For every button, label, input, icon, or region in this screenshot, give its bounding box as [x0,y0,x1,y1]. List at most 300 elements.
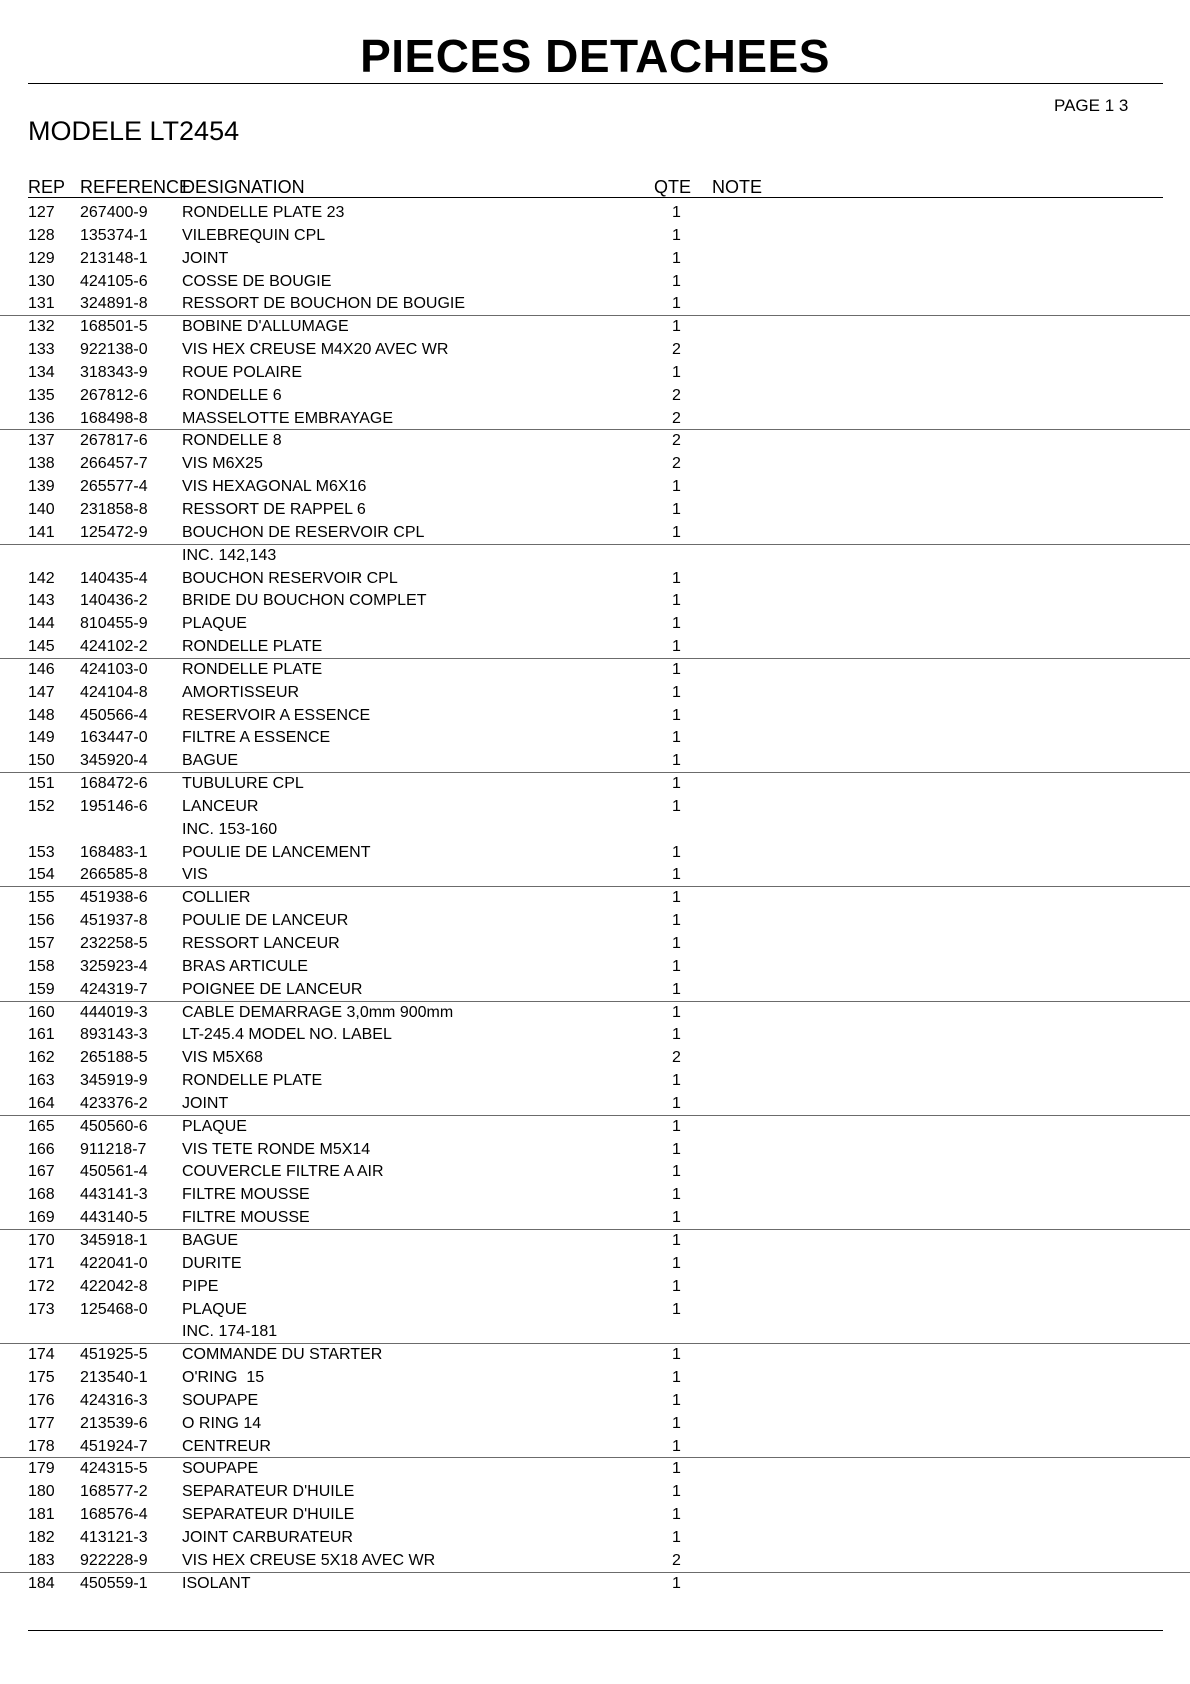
cell-reference: 444019-3 [80,1003,148,1021]
cell-rep: 128 [28,226,55,244]
cell-reference: 893143-3 [80,1026,148,1044]
cell-designation: BRAS ARTICULE [182,957,308,975]
cell-qte: 1 [672,1140,681,1158]
cell-qte: 1 [672,683,681,701]
cell-qte: 2 [672,409,681,427]
cell-qte: 1 [672,592,681,610]
cell-designation: O RING 14 [182,1414,262,1432]
header-divider [28,197,1163,198]
cell-designation: FILTRE A ESSENCE [182,729,331,747]
cell-designation: CENTREUR [182,1437,271,1455]
cell-reference: 810455-9 [80,615,148,633]
table-row [0,1093,1190,1116]
table-row [0,315,1190,339]
table-row [0,476,1190,499]
cell-qte: 1 [672,797,681,815]
table-row [0,1343,1190,1367]
table-row [0,1207,1190,1230]
cell-reference: 422042-8 [80,1277,148,1295]
cell-reference: 422041-0 [80,1254,148,1272]
table-row [0,339,1190,362]
cell-qte: 1 [672,729,681,747]
cell-rep: 182 [28,1528,55,1546]
cell-rep: 157 [28,935,55,952]
cell-qte: 1 [672,1391,681,1409]
cell-reference: 413121-3 [80,1528,148,1546]
cell-reference: 232258-5 [80,935,148,952]
cell-designation: RONDELLE 8 [182,432,282,450]
cell-rep: 161 [28,1026,55,1044]
cell-designation: RESERVOIR A ESSENCE [182,706,371,724]
cell-rep: 172 [28,1277,55,1295]
cell-reference: 424105-6 [80,272,148,290]
cell-designation: DURITE [182,1254,242,1272]
cell-qte: 1 [672,1003,681,1021]
cell-rep: 168 [28,1186,55,1204]
cell-reference: 922138-0 [80,341,148,359]
cell-designation: SEPARATEUR D'HUILE [182,1506,355,1524]
cell-designation: INC. 174-181 [182,1323,278,1341]
cell-rep: 142 [28,569,55,587]
cell-reference: 424104-8 [80,683,148,701]
table-row [0,682,1190,705]
cell-rep: 184 [28,1574,55,1592]
cell-rep: 129 [28,249,55,267]
cell-reference: 266585-8 [80,866,148,884]
cell-designation: LANCEUR [182,797,259,815]
table-row [0,1070,1190,1093]
cell-reference: 213539-6 [80,1414,148,1432]
cell-rep: 140 [28,500,55,518]
cell-rep: 135 [28,386,55,404]
cell-designation: RESSORT LANCEUR [182,935,340,952]
cell-designation: BRIDE DU BOUCHON COMPLET [182,592,427,610]
cell-reference: 213540-1 [80,1369,148,1387]
cell-qte: 1 [672,1231,681,1249]
cell-designation: JOINT CARBURATEUR [182,1528,353,1546]
cell-qte: 1 [672,1094,681,1112]
cell-qte: 1 [672,1117,681,1135]
cell-designation: VIS M5X68 [182,1049,263,1067]
cell-rep: 155 [28,889,55,907]
cell-qte: 1 [672,660,681,678]
table-row [0,796,1190,819]
cell-rep: 176 [28,1391,55,1409]
cell-reference: 345920-4 [80,752,148,770]
table-row [0,1253,1190,1276]
cell-qte: 1 [672,226,681,244]
cell-reference: 125472-9 [80,523,148,541]
cell-reference: 922228-9 [80,1551,148,1569]
cell-reference: 325923-4 [80,957,148,975]
cell-designation: PLAQUE [182,1300,247,1318]
cell-qte: 1 [672,1026,681,1044]
cell-rep: 171 [28,1254,55,1272]
cell-rep: 138 [28,455,55,473]
cell-reference: 140435-4 [80,569,148,587]
table-row [0,819,1190,842]
cell-designation: COMMANDE DU STARTER [182,1346,383,1364]
footer-divider [28,1630,1163,1631]
cell-rep: 141 [28,523,55,541]
column-header-note: NOTE [712,177,763,197]
cell-qte: 1 [672,1437,681,1455]
cell-designation: O'RING 15 [182,1369,265,1387]
cell-rep: 160 [28,1003,55,1021]
cell-rep: 178 [28,1437,55,1455]
table-row [0,1504,1190,1527]
table-row [0,772,1190,796]
table-row [0,1024,1190,1047]
cell-designation: INC. 153-160 [182,820,278,838]
cell-reference: 168577-2 [80,1483,148,1501]
table-row [0,636,1190,659]
cell-rep: 143 [28,592,55,610]
column-header-reference: REFERENCE [80,177,192,197]
cell-reference: 424315-5 [80,1460,148,1478]
table-row [0,658,1190,682]
cell-rep: 158 [28,957,55,975]
cell-reference: 213148-1 [80,249,148,267]
table-row [0,1481,1190,1504]
cell-designation: MASSELOTTE EMBRAYAGE [182,409,394,427]
cell-reference: 911218-7 [80,1140,147,1158]
column-header-qte: QTE [654,177,692,197]
cell-reference: 451924-7 [80,1437,148,1455]
cell-rep: 132 [28,318,55,336]
cell-reference: 267817-6 [80,432,148,450]
cell-qte: 1 [672,706,681,724]
cell-rep: 152 [28,797,55,815]
cell-rep: 136 [28,409,55,427]
cell-qte: 1 [672,204,681,221]
table-row [0,979,1190,1002]
cell-designation: COLLIER [182,889,251,907]
table-row [0,1436,1190,1459]
cell-rep: 173 [28,1300,55,1318]
cell-rep: 159 [28,980,55,998]
cell-qte: 1 [672,957,681,975]
cell-designation: BOUCHON DE RESERVOIR CPL [182,523,425,541]
cell-qte: 1 [672,500,681,518]
cell-rep: 127 [28,204,55,221]
cell-designation: LT-245.4 MODEL NO. LABEL [182,1026,392,1044]
cell-designation: RESSORT DE BOUCHON DE BOUGIE [182,295,466,313]
cell-rep: 154 [28,866,55,884]
cell-reference: 195146-6 [80,797,148,815]
cell-qte: 1 [672,295,681,313]
cell-rep: 139 [28,478,55,496]
cell-designation: BAGUE [182,1231,239,1249]
cell-rep: 145 [28,638,55,656]
cell-qte: 1 [672,912,681,930]
table-row [0,1367,1190,1390]
column-header-designation: DESIGNATION [182,177,305,197]
cell-designation: VILEBREQUIN CPL [182,226,326,244]
cell-reference: 168576-4 [80,1506,148,1524]
cell-qte: 1 [672,523,681,541]
table-row [0,453,1190,476]
cell-designation: PLAQUE [182,1117,247,1135]
table-row [0,1001,1190,1025]
cell-designation: RONDELLE PLATE [182,638,323,656]
table-row [0,886,1190,910]
cell-designation: RONDELLE PLATE [182,660,323,678]
cell-rep: 162 [28,1049,55,1067]
cell-reference: 450566-4 [80,706,148,724]
cell-qte: 1 [672,1346,681,1364]
cell-designation: SEPARATEUR D'HUILE [182,1483,355,1501]
table-row [0,1047,1190,1070]
cell-designation: JOINT [182,249,229,267]
table-row [0,1321,1190,1344]
table-row [0,408,1190,431]
cell-qte: 1 [672,1186,681,1204]
cell-qte: 1 [672,1163,681,1181]
cell-designation: BOBINE D'ALLUMAGE [182,318,349,336]
cell-reference: 451938-6 [80,889,148,907]
table-row [0,385,1190,408]
cell-qte: 1 [672,1414,681,1432]
cell-qte: 1 [672,249,681,267]
cell-reference: 267812-6 [80,386,148,404]
cell-qte: 1 [672,272,681,290]
table-row [0,499,1190,522]
cell-reference: 266457-7 [80,455,148,473]
table-row [0,1229,1190,1253]
cell-reference: 424316-3 [80,1391,148,1409]
cell-reference: 443141-3 [80,1186,148,1204]
cell-reference: 135374-1 [80,226,148,244]
cell-designation: RESSORT DE RAPPEL 6 [182,500,366,518]
table-row [0,590,1190,613]
cell-designation: SOUPAPE [182,1391,259,1409]
cell-reference: 451937-8 [80,912,148,930]
cell-rep: 167 [28,1163,55,1181]
cell-reference: 424102-2 [80,638,148,656]
cell-qte: 1 [672,1528,681,1546]
table-row [0,1413,1190,1436]
table-row [0,842,1190,865]
cell-rep: 179 [28,1460,55,1478]
cell-designation: VIS HEX CREUSE M4X20 AVEC WR [182,341,449,359]
cell-designation: POIGNEE DE LANCEUR [182,980,363,998]
cell-reference: 140436-2 [80,592,148,610]
cell-designation: BOUCHON RESERVOIR CPL [182,569,398,587]
cell-reference: 324891-8 [80,295,148,313]
cell-reference: 265577-4 [80,478,148,496]
cell-designation: RONDELLE PLATE [182,1072,323,1090]
cell-designation: VIS HEXAGONAL M6X16 [182,478,367,496]
cell-designation: VIS [182,866,208,884]
cell-rep: 180 [28,1483,55,1501]
cell-qte: 2 [672,432,681,450]
cell-qte: 1 [672,478,681,496]
cell-reference: 168501-5 [80,318,148,336]
cell-designation: JOINT [182,1094,229,1112]
cell-reference: 424103-0 [80,660,148,678]
cell-qte: 2 [672,386,681,404]
cell-qte: 1 [672,1369,681,1387]
table-row [0,248,1190,271]
cell-rep: 148 [28,706,55,724]
table-row [0,522,1190,545]
table-row [0,1457,1190,1481]
cell-rep: 169 [28,1209,55,1227]
cell-qte: 1 [672,1277,681,1295]
cell-designation: PLAQUE [182,615,247,633]
table-row [0,1184,1190,1207]
page-number: PAGE 1 3 [1054,96,1129,115]
cell-qte: 1 [672,318,681,336]
cell-reference: 345919-9 [80,1072,148,1090]
table-row [0,1276,1190,1299]
table-row [0,544,1190,568]
title-divider [28,83,1163,84]
cell-qte: 1 [672,866,681,884]
cell-qte: 1 [672,1072,681,1090]
cell-rep: 134 [28,363,55,381]
table-row [0,568,1190,591]
cell-rep: 146 [28,660,55,678]
cell-rep: 177 [28,1414,55,1432]
cell-rep: 164 [28,1094,55,1112]
cell-qte: 1 [672,638,681,656]
cell-rep: 183 [28,1551,55,1569]
cell-rep: 166 [28,1140,55,1158]
cell-designation: POULIE DE LANCEMENT [182,843,371,861]
cell-rep: 181 [28,1506,55,1524]
table-row [0,1139,1190,1162]
table-row [0,1115,1190,1139]
cell-reference: 424319-7 [80,980,148,998]
table-row [0,705,1190,728]
cell-designation: COUVERCLE FILTRE A AIR [182,1163,384,1181]
cell-reference: 450561-4 [80,1163,148,1181]
cell-designation: RONDELLE 6 [182,386,282,404]
cell-designation: TUBULURE CPL [182,775,304,793]
cell-qte: 1 [672,1300,681,1318]
cell-reference: 231858-8 [80,500,148,518]
cell-designation: ISOLANT [182,1574,251,1592]
cell-designation: COSSE DE BOUGIE [182,272,332,290]
table-row [0,933,1190,956]
table-row [0,362,1190,385]
cell-qte: 1 [672,935,681,952]
cell-qte: 1 [672,569,681,587]
table-row [0,293,1190,316]
column-header-rep: REP [28,177,66,197]
cell-rep: 174 [28,1346,55,1364]
cell-rep: 151 [28,775,55,793]
cell-qte: 1 [672,1506,681,1524]
cell-designation: VIS M6X25 [182,455,263,473]
parts-table [0,202,1190,1595]
table-row [0,750,1190,773]
cell-qte: 1 [672,615,681,633]
cell-rep: 144 [28,615,55,633]
table-row [0,727,1190,750]
cell-rep: 163 [28,1072,55,1090]
cell-designation: BAGUE [182,752,239,770]
cell-qte: 2 [672,341,681,359]
cell-qte: 2 [672,1551,681,1569]
document-title: PIECES DETACHEES [360,30,830,82]
cell-qte: 1 [672,752,681,770]
cell-reference: 125468-0 [80,1300,148,1318]
cell-designation: SOUPAPE [182,1460,259,1478]
cell-qte: 1 [672,775,681,793]
cell-reference: 168498-8 [80,409,148,427]
cell-designation: PIPE [182,1277,219,1295]
cell-rep: 137 [28,432,55,450]
table-row [0,613,1190,636]
table-row [0,1527,1190,1550]
cell-qte: 2 [672,1049,681,1067]
cell-qte: 1 [672,1574,681,1592]
cell-reference: 423376-2 [80,1094,148,1112]
cell-qte: 1 [672,889,681,907]
cell-qte: 1 [672,843,681,861]
table-row [0,271,1190,294]
table-row [0,1161,1190,1184]
cell-designation: CABLE DEMARRAGE 3,0mm 900mm [182,1003,454,1021]
cell-rep: 175 [28,1369,55,1387]
cell-qte: 1 [672,363,681,381]
cell-reference: 267400-9 [80,204,148,221]
cell-reference: 450560-6 [80,1117,148,1135]
table-row [0,225,1190,248]
cell-designation: FILTRE MOUSSE [182,1209,310,1227]
cell-designation: INC. 142,143 [182,546,277,564]
table-row [0,910,1190,933]
table-row [0,1572,1190,1596]
cell-rep: 149 [28,729,55,747]
cell-rep: 156 [28,912,55,930]
cell-rep: 147 [28,683,55,701]
cell-reference: 168472-6 [80,775,148,793]
cell-qte: 1 [672,980,681,998]
cell-rep: 131 [28,295,55,313]
cell-designation: ROUE POLAIRE [182,363,303,381]
cell-rep: 150 [28,752,55,770]
cell-rep: 170 [28,1231,55,1249]
cell-qte: 1 [672,1254,681,1272]
table-row [0,1390,1190,1413]
cell-reference: 345918-1 [80,1231,148,1249]
cell-reference: 451925-5 [80,1346,148,1364]
cell-designation: VIS HEX CREUSE 5X18 AVEC WR [182,1551,436,1569]
table-row [0,956,1190,979]
cell-reference: 163447-0 [80,729,148,747]
cell-qte: 2 [672,455,681,473]
table-row [0,429,1190,453]
cell-designation: VIS TETE RONDE M5X14 [182,1140,371,1158]
cell-rep: 130 [28,272,55,290]
cell-rep: 153 [28,843,55,861]
cell-reference: 318343-9 [80,363,148,381]
cell-reference: 265188-5 [80,1049,148,1067]
cell-rep: 165 [28,1117,55,1135]
table-row [0,1550,1190,1573]
cell-designation: FILTRE MOUSSE [182,1186,310,1204]
cell-reference: 168483-1 [80,843,148,861]
cell-rep: 133 [28,341,55,359]
cell-designation: POULIE DE LANCEUR [182,912,349,930]
cell-qte: 1 [672,1483,681,1501]
cell-qte: 1 [672,1460,681,1478]
table-row [0,1299,1190,1322]
